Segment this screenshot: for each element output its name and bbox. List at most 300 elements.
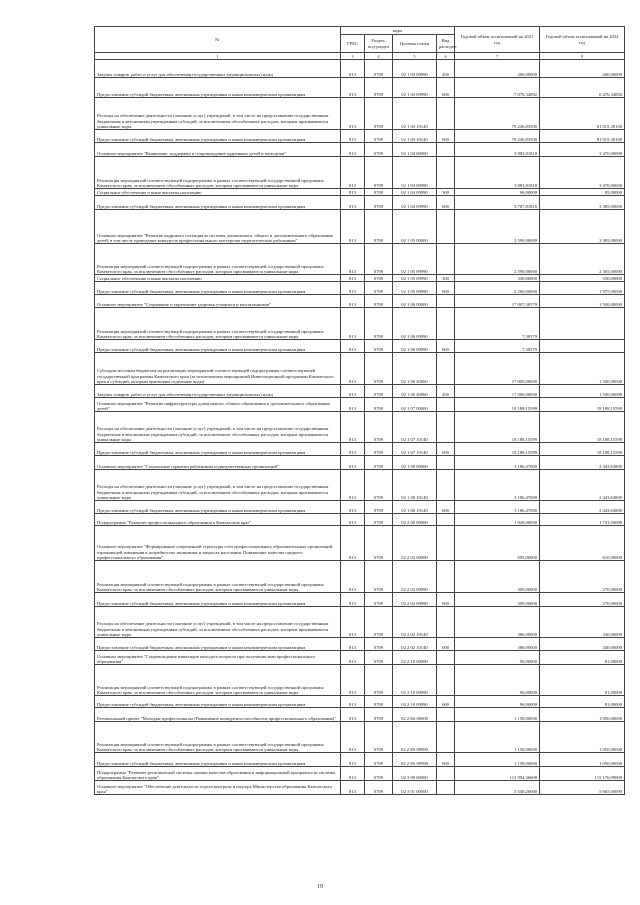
row-type: 600 — [437, 501, 455, 514]
table-row — [95, 157, 625, 189]
row-name: Расходы на обеспечение деятельности (оказание услуг) учреждений, в том числе на предоставление государственным бюджетным и автономным учреждениям субсидий, за исключением обособленных расходов, которым присваиваются уникальные коды — [95, 412, 341, 443]
row-name: Реализация мероприятий соответствующей подпрограммы в рамках соответствующей государственной программы Камчатского края, за исключением обособленных расходов, которым присваиваются уникальные коды — [95, 722, 341, 753]
row-amount-2022: 1 050,00000 — [540, 722, 625, 753]
table-row — [95, 244, 625, 275]
row-grbs: 813 — [341, 470, 365, 501]
table-row — [95, 340, 625, 353]
table-row — [95, 753, 625, 767]
row-target: 02 1 06 40060 — [393, 385, 437, 398]
row-target: 02 2 10 00000 — [393, 651, 437, 665]
row-name: Предоставление субсидий бюджетным, автономным учреждениям и иным некоммерческим организациям — [95, 753, 341, 767]
row-target: 02 1 03 09990 — [393, 60, 437, 78]
table-row — [95, 696, 625, 708]
row-amount-2021: 96,00000 — [455, 651, 540, 665]
row-section: 0709 — [365, 781, 393, 795]
header-type: Вид расходов — [437, 35, 455, 53]
row-amount-2022: 81 015,30100 — [540, 98, 625, 130]
row-name: Подпрограмма "Развитие региональной системы оценки качества образования и информационной прозрачности системы образования Камчатского края" — [95, 767, 341, 781]
table-row — [95, 767, 625, 781]
row-grbs: 813 — [341, 275, 365, 282]
row-amount-2021: 18 188,15599 — [455, 443, 540, 456]
row-type — [437, 561, 455, 593]
row-amount-2022: 6 476,34092 — [540, 78, 625, 98]
row-amount-2022: 81,00000 — [540, 665, 625, 696]
row-name: Основное мероприятие "Сопровождение инвалидов молодого возраста при получении ими профессионального образования" — [95, 651, 341, 665]
row-name: Реализация мероприятий соответствующей подпрограммы в рамках соответствующей государственной программы Камчатского края, за исключением обособленных расходов, которым присваиваются уникальные коды — [95, 665, 341, 696]
row-target: 02 2 02 09990 — [393, 561, 437, 593]
row-name: Реализация мероприятий соответствующей подпрограммы в рамках соответствующей государственной программы Камчатского края, за исключением обособленных расходов, которым присваиваются уникальные коды — [95, 244, 341, 275]
row-target: 02 1 05 09990 — [393, 244, 437, 275]
header-num: № — [95, 27, 341, 53]
row-grbs: 813 — [341, 561, 365, 593]
table-row — [95, 501, 625, 514]
row-amount-2022: 2 443,63800 — [540, 456, 625, 470]
row-amount-2022: 2 305,00000 — [540, 210, 625, 244]
row-amount-2021: 18 188,15599 — [455, 412, 540, 443]
row-section: 0709 — [365, 561, 393, 593]
table-row — [95, 722, 625, 753]
row-amount-2022: 18 188,15599 — [540, 443, 625, 456]
row-target: 02 1 07 10140 — [393, 412, 437, 443]
page-number: 19 — [317, 884, 323, 890]
row-target: 02 1 03 10140 — [393, 98, 437, 130]
row-type — [437, 157, 455, 189]
row-amount-2021: 1 158,00000 — [455, 722, 540, 753]
row-grbs: 813 — [341, 456, 365, 470]
row-type — [437, 470, 455, 501]
row-target: 02 1 06 09990 — [393, 308, 437, 340]
row-amount-2021: 3 787,81818 — [455, 196, 540, 210]
row-amount-2022: 81 015,30100 — [540, 130, 625, 143]
table-row — [95, 60, 625, 78]
row-amount-2022: 2 305,00000 — [540, 244, 625, 275]
row-target: 02 1 03 10140 — [393, 130, 437, 143]
table-row — [95, 456, 625, 470]
row-amount-2021: 2 590,00000 — [455, 244, 540, 275]
row-type: 600 — [437, 753, 455, 767]
row-name: Предоставление субсидий бюджетным, автономным учреждениям и иным некоммерческим организациям — [95, 130, 341, 143]
row-section: 0709 — [365, 398, 393, 412]
row-amount-2022: 330,00000 — [540, 275, 625, 282]
row-target: 02 1 06 00000 — [393, 295, 437, 308]
table-row — [95, 98, 625, 130]
row-grbs: 813 — [341, 308, 365, 340]
row-grbs: 813 — [341, 514, 365, 526]
row-section: 0709 — [365, 412, 393, 443]
row-target: 02 3 00 00000 — [393, 767, 437, 781]
row-section: 0709 — [365, 143, 393, 157]
row-amount-2021: 1 158,00000 — [455, 753, 540, 767]
row-type: 200 — [437, 60, 455, 78]
row-name: Социальное обеспечение и иные выплаты населению — [95, 189, 341, 196]
row-amount-2022: 1 500,00000 — [540, 353, 625, 385]
row-type: 600 — [437, 282, 455, 295]
row-target: 02 2 02 10140 — [393, 638, 437, 651]
row-section: 0709 — [365, 295, 393, 308]
row-name: Предоставление субсидий бюджетным, автономным учреждениям и иным некоммерческим организациям — [95, 196, 341, 210]
row-amount-2021: 386,00000 — [455, 607, 540, 638]
row-section: 0709 — [365, 470, 393, 501]
row-name: Субсидии местным бюджетам на реализацию мероприятий соответствующей подпрограммы соответствующей государственной программы Камчатского края (за исключением мероприятий Инвестиционной программы Камчатского края и субсидий, которым присвоены отдельные коды) — [95, 353, 341, 385]
row-section: 0709 — [365, 651, 393, 665]
row-amount-2022: 1 500,00000 — [540, 295, 625, 308]
row-target: 02 1 08 00000 — [393, 456, 437, 470]
row-target: 02 2 E6 09990 — [393, 753, 437, 767]
row-amount-2021: 79 246,83500 — [455, 130, 540, 143]
row-amount-2022: 610,00000 — [540, 526, 625, 561]
row-amount-2022: 340,00000 — [540, 638, 625, 651]
row-amount-2021: 200,00000 — [455, 60, 540, 78]
table-row — [95, 196, 625, 210]
row-type: 600 — [437, 638, 455, 651]
row-grbs: 813 — [341, 708, 365, 722]
row-grbs: 813 — [341, 638, 365, 651]
table-row — [95, 130, 625, 143]
row-target: 02 2 10 09990 — [393, 665, 437, 696]
table-row — [95, 189, 625, 196]
row-section: 0709 — [365, 78, 393, 98]
row-amount-2021: 79 246,83500 — [455, 98, 540, 130]
row-section: 0709 — [365, 98, 393, 130]
row-type — [437, 210, 455, 244]
row-amount-2021: 17 000,00000 — [455, 385, 540, 398]
row-type: 600 — [437, 130, 455, 143]
row-grbs: 813 — [341, 526, 365, 561]
row-type — [437, 98, 455, 130]
table-row — [95, 561, 625, 593]
row-amount-2021: 3 883,81818 — [455, 157, 540, 189]
row-amount-2022: 200,00000 — [540, 60, 625, 78]
row-section: 0709 — [365, 282, 393, 295]
row-amount-2022: 1 050,00000 — [540, 708, 625, 722]
row-name: Основное мероприятие "Обеспечение деятельности отдела контроля и надзора Министерства образования Камчатского края" — [95, 781, 341, 795]
row-amount-2021: 3 186,47000 — [455, 501, 540, 514]
row-section: 0709 — [365, 456, 393, 470]
table-row — [95, 470, 625, 501]
row-amount-2021: 3 186,47000 — [455, 470, 540, 501]
row-grbs: 813 — [341, 189, 365, 196]
table-row — [95, 398, 625, 412]
row-amount-2022: 81,00000 — [540, 696, 625, 708]
row-amount-2022: 3 470,00000 — [540, 143, 625, 157]
row-section: 0709 — [365, 696, 393, 708]
row-grbs: 813 — [341, 196, 365, 210]
row-grbs: 813 — [341, 696, 365, 708]
row-name: Расходы на обеспечение деятельности (оказание услуг) учреждений, в том числе на предоставление государственным бюджетным и автономным учреждениям субсидий, за исключением обособленных расходов, которым присваиваются уникальные коды — [95, 470, 341, 501]
header-2021: Годовой объем ассигнований на 2021 год — [455, 27, 540, 53]
table-row — [95, 443, 625, 456]
row-amount-2021: 113 994,36600 — [455, 767, 540, 781]
row-target: 02 1 08 10140 — [393, 470, 437, 501]
row-amount-2021: 695,00000 — [455, 526, 540, 561]
row-section: 0709 — [365, 708, 393, 722]
row-amount-2021: 96,00000 — [455, 189, 540, 196]
row-name: Предоставление субсидий бюджетным, автономным учреждениям и иным некоммерческим организациям — [95, 593, 341, 607]
row-type: 300 — [437, 189, 455, 196]
row-target: 02 1 04 09990 — [393, 196, 437, 210]
row-name: Основное мероприятие "Развитие кадрового потенциала системы дошкольного, общего и дополнительного образования детей, в том числе проведение конкурсов профессионального мастерства педагогических работников" — [95, 210, 341, 244]
row-section: 0709 — [365, 753, 393, 767]
row-type: 600 — [437, 340, 455, 353]
row-name: Подпрограмма "Развитие профессионального образования в Камчатском крае" — [95, 514, 341, 526]
row-target: 02 2 02 00000 — [393, 526, 437, 561]
table-row — [95, 514, 625, 526]
index-row: 1 3 4 5 6 7 8 — [95, 53, 625, 60]
row-amount-2021: 96,00000 — [455, 696, 540, 708]
row-type — [437, 514, 455, 526]
row-grbs: 813 — [341, 781, 365, 795]
row-type — [437, 722, 455, 753]
row-target: 02 2 02 10140 — [393, 607, 437, 638]
row-grbs: 813 — [341, 353, 365, 385]
row-grbs: 813 — [341, 282, 365, 295]
row-section: 0709 — [365, 665, 393, 696]
row-amount-2021: 5 540,26000 — [455, 781, 540, 795]
row-type: 200 — [437, 385, 455, 398]
row-amount-2021: 2 590,00000 — [455, 210, 540, 244]
row-section: 0709 — [365, 60, 393, 78]
table-row — [95, 708, 625, 722]
row-name: Предоставление субсидий бюджетным, автономным учреждениям и иным некоммерческим организациям — [95, 78, 341, 98]
row-type — [437, 244, 455, 275]
row-type — [437, 708, 455, 722]
row-name: Предоставление субсидий бюджетным, автономным учреждениям и иным некоммерческим организациям — [95, 501, 341, 514]
row-section: 0709 — [365, 722, 393, 753]
row-target: 02 2 10 09990 — [393, 696, 437, 708]
row-grbs: 813 — [341, 665, 365, 696]
row-type — [437, 353, 455, 385]
table-row — [95, 593, 625, 607]
row-type — [437, 526, 455, 561]
row-amount-2022: 270,00000 — [540, 561, 625, 593]
row-amount-2021: 309,00000 — [455, 593, 540, 607]
row-name: Реализация мероприятий соответствующей подпрограммы в рамках соответствующей государственной программы Камчатского края, за исключением обособленных расходов, которым присваиваются уникальные коды — [95, 308, 341, 340]
row-name: Предоставление субсидий бюджетным, автономным учреждениям и иным некоммерческим организациям — [95, 696, 341, 708]
row-grbs: 813 — [341, 295, 365, 308]
row-name: Предоставление субсидий бюджетным, автономным учреждениям и иным некоммерческим организациям — [95, 638, 341, 651]
row-amount-2022: 115 176,99000 — [540, 767, 625, 781]
row-amount-2021: 18 188,15599 — [455, 398, 540, 412]
row-amount-2021: 7,30579 — [455, 340, 540, 353]
row-type — [437, 456, 455, 470]
row-name: Реализация мероприятий соответствующей подпрограммы в рамках соответствующей государственной программы Камчатского края, за исключением обособленных расходов, которым присваиваются уникальные коды — [95, 561, 341, 593]
row-amount-2021: 330,00000 — [455, 275, 540, 282]
row-name: Основное мероприятие "Социальные гарантии работникам подведомственных организаций" — [95, 456, 341, 470]
row-section: 0709 — [365, 340, 393, 353]
row-amount-2022: 5 665,00000 — [540, 781, 625, 795]
row-section: 0709 — [365, 308, 393, 340]
row-name: Основное мероприятие "Сохранение и укрепление здоровья учащихся и воспитанников" — [95, 295, 341, 308]
row-type — [437, 607, 455, 638]
row-grbs: 813 — [341, 722, 365, 753]
row-name: Расходы на обеспечение деятельности (оказание услуг) учреждений, в том числе на предоставление государственным бюджетным и автономным учреждениям субсидий, за исключением обособленных расходов, которым присваиваются уникальные коды — [95, 98, 341, 130]
row-target: 02 1 05 09990 — [393, 282, 437, 295]
table-row — [95, 412, 625, 443]
row-grbs: 813 — [341, 767, 365, 781]
row-target: 02 2 00 00000 — [393, 514, 437, 526]
row-amount-2022: 2 443,63800 — [540, 501, 625, 514]
row-amount-2021: 386,00000 — [455, 638, 540, 651]
row-name: Предоставление субсидий бюджетным, автономным учреждениям и иным некоммерческим организациям — [95, 443, 341, 456]
table-row — [95, 665, 625, 696]
row-section: 0709 — [365, 275, 393, 282]
row-grbs: 813 — [341, 443, 365, 456]
row-section: 0709 — [365, 607, 393, 638]
row-type — [437, 665, 455, 696]
row-type — [437, 295, 455, 308]
row-section: 0709 — [365, 353, 393, 385]
row-section: 0709 — [365, 210, 393, 244]
row-grbs: 813 — [341, 78, 365, 98]
row-amount-2022: 1 975,00000 — [540, 282, 625, 295]
row-amount-2022: 1 500,00000 — [540, 385, 625, 398]
row-grbs: 813 — [341, 98, 365, 130]
row-target: 02 1 07 00000 — [393, 398, 437, 412]
row-grbs: 813 — [341, 412, 365, 443]
header-2022: Годовой объем ассигнований на 2022 год — [540, 27, 625, 53]
row-type — [437, 767, 455, 781]
row-amount-2022: 2 443,63800 — [540, 470, 625, 501]
row-target: 02 1 03 09990 — [393, 78, 437, 98]
row-amount-2022: 85,00000 — [540, 189, 625, 196]
row-amount-2022 — [540, 308, 625, 340]
table-row — [95, 295, 625, 308]
row-name: Региональный проект "Молодые профессионалы (Повышение конкурентоспособности профессионального образования)" — [95, 708, 341, 722]
row-grbs: 813 — [341, 210, 365, 244]
row-type: 600 — [437, 443, 455, 456]
row-amount-2022: 18 188,15599 — [540, 398, 625, 412]
row-amount-2021: 96,00000 — [455, 665, 540, 696]
table-row — [95, 353, 625, 385]
row-name: Основное мероприятие "Развитие инфраструктуры дошкольного, общего образования и дополнительного образования детей" — [95, 398, 341, 412]
row-amount-2021: 7 076,34092 — [455, 78, 540, 98]
row-target: 02 1 06 40060 — [393, 353, 437, 385]
header-grbs: ГРБС — [341, 35, 365, 53]
header-section: Раздел, под-раздел — [365, 35, 393, 53]
row-type: 600 — [437, 196, 455, 210]
row-target: 02 1 06 09990 — [393, 340, 437, 353]
row-amount-2022: 270,00000 — [540, 593, 625, 607]
row-amount-2022: 1 741,00000 — [540, 514, 625, 526]
header-codes: коды — [341, 27, 455, 35]
row-name: Закупка товаров, работ и услуг для обеспечения государственных (муниципальных) нужд — [95, 60, 341, 78]
table-row — [95, 308, 625, 340]
row-amount-2021: 7,30579 — [455, 308, 540, 340]
row-type — [437, 398, 455, 412]
row-name: Реализация мероприятий соответствующей подпрограммы в рамках соответствующей государственной программы Камчатского края, за исключением обособленных расходов, которым присваиваются уникальные коды — [95, 157, 341, 189]
row-type — [437, 412, 455, 443]
row-grbs: 813 — [341, 130, 365, 143]
row-name: Закупка товаров, работ и услуг для обеспечения государственных (муниципальных) нужд — [95, 385, 341, 398]
row-name: Социальное обеспечение и иные выплаты населению — [95, 275, 341, 282]
row-grbs: 813 — [341, 244, 365, 275]
row-grbs: 813 — [341, 501, 365, 514]
row-name: Основное мероприятие "Формирование современной структуры сети профессиональных образовательных организаций, отражающей изменения в потребностях экономики и запросах населения. Повышение качества среднего профессионального образования" — [95, 526, 341, 561]
row-section: 0709 — [365, 385, 393, 398]
row-amount-2021: 3 186,47000 — [455, 456, 540, 470]
table-row — [95, 781, 625, 795]
table-body — [95, 60, 625, 795]
row-amount-2021: 2 260,00000 — [455, 282, 540, 295]
row-target: 02 2 E6 00000 — [393, 708, 437, 722]
row-section: 0709 — [365, 767, 393, 781]
row-target: 02 1 04 09990 — [393, 189, 437, 196]
table-row — [95, 275, 625, 282]
row-type: 300 — [437, 275, 455, 282]
row-target: 02 1 04 00000 — [393, 143, 437, 157]
row-type — [437, 781, 455, 795]
row-section: 0709 — [365, 514, 393, 526]
row-target: 02 1 08 10140 — [393, 501, 437, 514]
row-amount-2022: 340,00000 — [540, 607, 625, 638]
row-amount-2022: 18 188,15599 — [540, 412, 625, 443]
table-row — [95, 607, 625, 638]
row-grbs: 813 — [341, 593, 365, 607]
header-target: Целевая статья — [393, 35, 437, 53]
row-name: Предоставление субсидий бюджетным, автономным учреждениям и иным некоммерческим организациям — [95, 340, 341, 353]
row-amount-2021: 1 949,00000 — [455, 514, 540, 526]
table-row — [95, 143, 625, 157]
row-grbs: 813 — [341, 60, 365, 78]
row-amount-2021: 17 007,30579 — [455, 295, 540, 308]
row-target: 02 2 02 09990 — [393, 593, 437, 607]
row-type — [437, 308, 455, 340]
row-section: 0709 — [365, 196, 393, 210]
row-grbs: 813 — [341, 398, 365, 412]
row-amount-2022: 81,00000 — [540, 651, 625, 665]
row-type: 600 — [437, 696, 455, 708]
row-type — [437, 143, 455, 157]
row-grbs: 813 — [341, 607, 365, 638]
table-row — [95, 651, 625, 665]
row-grbs: 813 — [341, 753, 365, 767]
row-grbs: 813 — [341, 385, 365, 398]
row-section: 0709 — [365, 501, 393, 514]
row-section: 0709 — [365, 189, 393, 196]
row-amount-2021: 17 000,00000 — [455, 353, 540, 385]
row-target: 02 1 04 09990 — [393, 157, 437, 189]
table-row — [95, 385, 625, 398]
row-amount-2021: 309,00000 — [455, 561, 540, 593]
row-target: 02 1 05 09990 — [393, 275, 437, 282]
row-target: 02 3 01 00000 — [393, 781, 437, 795]
table-row — [95, 210, 625, 244]
row-amount-2022: 1 050,00000 — [540, 753, 625, 767]
row-type — [437, 651, 455, 665]
row-type: 600 — [437, 78, 455, 98]
row-grbs: 813 — [341, 340, 365, 353]
row-section: 0709 — [365, 244, 393, 275]
row-amount-2022: 3 385,00000 — [540, 196, 625, 210]
row-target: 02 1 05 00000 — [393, 210, 437, 244]
row-amount-2022: 3 470,00000 — [540, 157, 625, 189]
row-target: 02 1 07 10140 — [393, 443, 437, 456]
row-name: Основное мероприятие "Выявление, поддержка и сопровождение одаренных детей и молодежи" — [95, 143, 341, 157]
table-row — [95, 78, 625, 98]
row-amount-2021: 1 158,00000 — [455, 708, 540, 722]
row-section: 0709 — [365, 526, 393, 561]
row-section: 0709 — [365, 157, 393, 189]
row-grbs: 813 — [341, 651, 365, 665]
table-row — [95, 638, 625, 651]
table-row — [95, 526, 625, 561]
row-section: 0709 — [365, 443, 393, 456]
row-section: 0709 — [365, 638, 393, 651]
table-row — [95, 282, 625, 295]
row-grbs: 813 — [341, 157, 365, 189]
row-grbs: 813 — [341, 143, 365, 157]
row-type: 600 — [437, 593, 455, 607]
